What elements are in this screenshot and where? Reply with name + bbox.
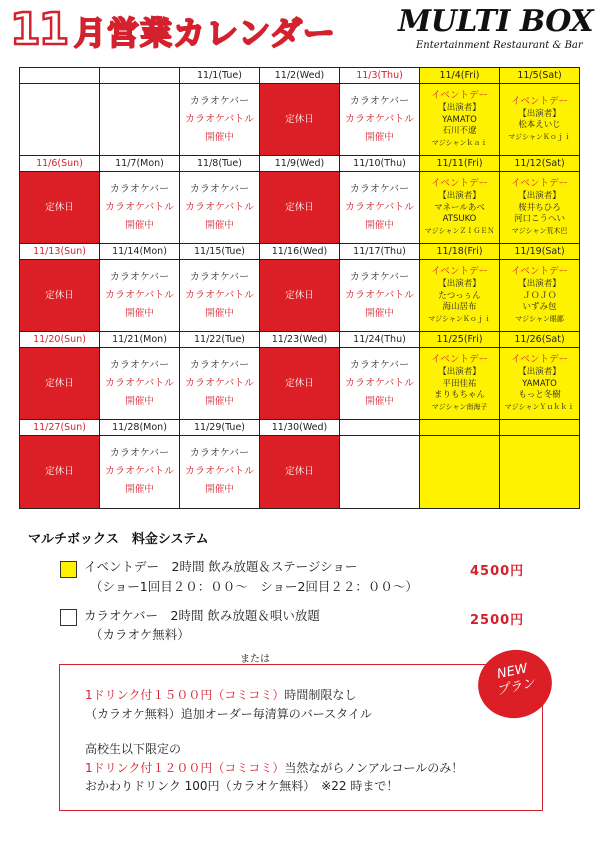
battle-label: カラオケバトル xyxy=(105,466,174,477)
karaoke-label: カラオケバー xyxy=(189,448,250,459)
date-cell xyxy=(420,420,500,436)
karaoke-day-cell xyxy=(100,260,180,332)
karaoke-day-cell xyxy=(180,436,260,509)
battle-label: カラオケバトル xyxy=(345,201,414,213)
performer-name: 桜井ちひろ xyxy=(518,202,561,213)
karaoke-label: カラオケバー xyxy=(109,448,170,459)
karaoke-day-cell xyxy=(340,348,420,420)
date-row xyxy=(20,68,580,84)
date-cell: 11/7(Mon) xyxy=(100,156,180,172)
date-cell: 11/13(Sun) xyxy=(20,244,100,260)
karaoke-day-cell xyxy=(340,84,420,156)
open-label: 開催中 xyxy=(205,131,234,143)
badge-plan-text: プラン xyxy=(495,676,537,699)
event-day-cell xyxy=(420,172,500,244)
karaoke-color-swatch xyxy=(60,609,77,626)
page-title: 月営業カレンダー xyxy=(74,14,336,52)
date-cell: 11/3(Thu) xyxy=(340,68,420,84)
date-cell: 11/19(Sat) xyxy=(500,244,580,260)
open-label: 開催中 xyxy=(205,395,234,407)
empty-event-cell xyxy=(500,436,580,509)
performer-name: マジシャン眼鄙 xyxy=(515,314,564,323)
closed-label: 定休日 xyxy=(45,201,74,213)
plan1-line1 xyxy=(85,687,356,703)
event-label: イベントデー xyxy=(430,266,488,277)
karaoke-day-cell xyxy=(100,172,180,244)
date-cell: 11/8(Tue) xyxy=(180,156,260,172)
closed-label: 定休日 xyxy=(285,289,314,301)
closed-day-cell xyxy=(20,436,100,509)
karaoke-day-cell xyxy=(100,436,180,509)
performer-name: マジシャン荒木巴 xyxy=(511,226,568,235)
closed-day-cell xyxy=(20,172,100,244)
plan2-rest: 当然ながらノンアルコールのみ！ xyxy=(284,761,464,775)
karaoke-label: カラオケバー xyxy=(109,183,170,195)
closed-label: 定休日 xyxy=(285,377,314,389)
open-label: 開催中 xyxy=(365,307,394,319)
closed-day-cell xyxy=(260,436,340,509)
content-row xyxy=(20,260,580,332)
performer-name: 石川不遼 xyxy=(442,126,477,136)
karaoke-day-cell xyxy=(100,348,180,420)
event-color-swatch xyxy=(60,561,77,578)
date-cell: 11/1(Tue) xyxy=(180,68,260,84)
empty-cell xyxy=(20,84,100,156)
open-label: 開催中 xyxy=(205,307,234,319)
date-row xyxy=(20,420,580,436)
date-cell: 11/22(Tue) xyxy=(180,332,260,348)
date-cell: 11/16(Wed) xyxy=(260,244,340,260)
content-row xyxy=(20,436,580,509)
event-label: イベントデー xyxy=(510,178,568,189)
open-label: 開催中 xyxy=(365,131,394,143)
closed-label: 定休日 xyxy=(45,466,74,477)
karaoke-label: カラオケバー xyxy=(189,183,250,195)
event-plan-line1: イベントデー 2時間 飲み放題＆ステージショー xyxy=(84,559,358,574)
performer-name: ATSUKO xyxy=(442,214,477,224)
date-cell: 11/30(Wed) xyxy=(260,420,340,436)
performer-name: まりもちゃん xyxy=(433,390,485,400)
date-cell: 11/21(Mon) xyxy=(100,332,180,348)
header xyxy=(0,0,596,66)
closed-label: 定休日 xyxy=(45,377,74,389)
battle-label: カラオケバトル xyxy=(105,201,174,213)
karaoke-day-cell xyxy=(340,260,420,332)
karaoke-day-cell xyxy=(340,172,420,244)
battle-label: カラオケバトル xyxy=(345,113,414,125)
karaoke-day-cell xyxy=(180,172,260,244)
karaoke-label: カラオケバー xyxy=(109,271,170,283)
event-day-cell xyxy=(500,348,580,420)
battle-label: カラオケバトル xyxy=(185,377,254,389)
closed-day-cell xyxy=(260,172,340,244)
closed-label: 定休日 xyxy=(285,201,314,213)
new-plan-box xyxy=(59,664,543,811)
event-day-cell xyxy=(420,260,500,332)
performer-label: 【出演者】 xyxy=(518,279,561,289)
battle-label: カラオケバトル xyxy=(185,201,254,213)
event-label: イベントデー xyxy=(430,178,488,189)
karaoke-day-cell xyxy=(180,348,260,420)
battle-label: カラオケバトル xyxy=(345,377,414,389)
event-day-cell xyxy=(500,172,580,244)
performer-name: マジシャンＫｏｊｉ xyxy=(428,314,491,323)
karaoke-label: カラオケバー xyxy=(109,359,170,371)
performer-label: 【出演者】 xyxy=(518,108,561,119)
badge-new-text: NEW xyxy=(495,661,530,683)
performer-name: たつっぅん xyxy=(438,290,481,301)
event-label: イベントデー xyxy=(510,95,568,107)
performer-name: 松本えいじ xyxy=(518,120,561,131)
month-number: 11 xyxy=(10,4,68,55)
event-label: イベントデー xyxy=(430,354,488,365)
date-cell: 11/11(Fri) xyxy=(420,156,500,172)
karaoke-label: カラオケバー xyxy=(189,95,250,107)
content-row xyxy=(20,348,580,420)
pricing-title: マルチボックス 料金システム xyxy=(28,532,209,547)
date-cell: 11/10(Thu) xyxy=(340,156,420,172)
plan1-rest: 時間制限なし xyxy=(284,688,357,702)
performer-label: 【出演者】 xyxy=(438,279,481,289)
open-label: 開催中 xyxy=(365,395,394,407)
empty-event-cell xyxy=(420,436,500,509)
date-cell: 11/23(Wed) xyxy=(260,332,340,348)
performer-name: 海山居布 xyxy=(442,302,477,312)
closed-day-cell xyxy=(260,348,340,420)
performer-name: 河口こうへい xyxy=(513,214,565,224)
date-cell: 11/17(Thu) xyxy=(340,244,420,260)
performer-name: マジシャンｋａｉ xyxy=(431,138,488,147)
date-row xyxy=(20,156,580,172)
performer-name: マネールあべ xyxy=(434,202,485,213)
closed-day-cell xyxy=(20,348,100,420)
event-day-cell xyxy=(420,348,500,420)
plan2-line2 xyxy=(85,760,463,776)
open-label: 開催中 xyxy=(125,484,154,495)
date-cell: 11/9(Wed) xyxy=(260,156,340,172)
empty-cell xyxy=(340,436,420,509)
date-cell: 11/15(Tue) xyxy=(180,244,260,260)
event-day-cell xyxy=(500,84,580,156)
date-cell: 11/25(Fri) xyxy=(420,332,500,348)
battle-label: カラオケバトル xyxy=(345,289,414,301)
event-plan-line2: （ショー1回目２０：００〜 ショー2回目２２：００〜） xyxy=(90,579,418,594)
performer-name: YAMATO xyxy=(442,114,477,125)
performer-label: 【出演者】 xyxy=(438,103,481,113)
performer-name: マジシャンＹｕｋｋｉ xyxy=(504,402,575,411)
plan2-line1: 高校生以下限定の xyxy=(85,742,182,756)
date-cell: 11/5(Sat) xyxy=(500,68,580,84)
event-label: イベントデー xyxy=(430,90,488,101)
date-cell: 11/14(Mon) xyxy=(100,244,180,260)
date-cell xyxy=(100,68,180,84)
closed-day-cell xyxy=(20,260,100,332)
karaoke-label: カラオケバー xyxy=(189,271,250,283)
karaoke-label: カラオケバー xyxy=(189,359,250,371)
performer-name: YAMATO xyxy=(522,378,557,389)
performer-name: いずみ包 xyxy=(522,302,557,312)
date-cell xyxy=(20,68,100,84)
closed-day-cell xyxy=(260,84,340,156)
karaoke-day-cell xyxy=(180,260,260,332)
date-cell: 11/18(Fri) xyxy=(420,244,500,260)
open-label: 開催中 xyxy=(205,484,234,495)
or-text: または xyxy=(240,654,270,665)
battle-label: カラオケバトル xyxy=(185,466,254,477)
karaoke-plan-line2: （カラオケ無料） xyxy=(90,627,190,642)
performer-label: 【出演者】 xyxy=(438,191,481,201)
performer-name: ＪＯＪＯ xyxy=(522,290,557,301)
battle-label: カラオケバトル xyxy=(105,289,174,301)
performer-label: 【出演者】 xyxy=(438,367,481,377)
karaoke-label: カラオケバー xyxy=(349,95,410,107)
battle-label: カラオケバトル xyxy=(185,289,254,301)
content-row xyxy=(20,84,580,156)
closed-label: 定休日 xyxy=(45,289,74,301)
date-row xyxy=(20,332,580,348)
performer-name: マジシャンＫｏｊｉ xyxy=(508,132,571,141)
date-cell xyxy=(340,420,420,436)
date-cell: 11/24(Thu) xyxy=(340,332,420,348)
logo xyxy=(398,4,594,52)
karaoke-day-cell xyxy=(180,84,260,156)
performer-name: マジシャン南海子 xyxy=(431,402,488,411)
date-cell xyxy=(500,420,580,436)
open-label: 開催中 xyxy=(365,219,394,231)
date-cell: 11/28(Mon) xyxy=(100,420,180,436)
karaoke-price: 2500円 xyxy=(470,613,525,628)
date-row xyxy=(20,244,580,260)
plan1-price: 1ドリンク付１５００円（コミコミ） xyxy=(85,688,285,702)
performer-name: マジシャンＺＩＧＥＮ xyxy=(424,226,495,235)
karaoke-plan-line1: カラオケバー 2時間 飲み放題＆唄い放題 xyxy=(84,608,320,623)
plan2-line3: おかわりドリンク 100円（カラオケ無料） ※22 時まで！ xyxy=(85,779,399,793)
open-label: 開催中 xyxy=(125,307,154,319)
event-price: 4500円 xyxy=(470,564,525,579)
plan1-line2: （カラオケ無料）追加オーダー毎清算のバースタイル xyxy=(85,707,372,721)
event-day-cell xyxy=(420,84,500,156)
performer-label: 【出演者】 xyxy=(518,367,561,377)
open-label: 開催中 xyxy=(125,395,154,407)
event-label: イベントデー xyxy=(510,266,568,277)
event-day-cell xyxy=(500,260,580,332)
event-label: イベントデー xyxy=(510,354,568,365)
closed-label: 定休日 xyxy=(285,113,314,125)
battle-label: カラオケバトル xyxy=(185,113,254,125)
open-label: 開催中 xyxy=(125,219,154,231)
performer-label: 【出演者】 xyxy=(518,191,561,201)
karaoke-label: カラオケバー xyxy=(349,183,410,195)
date-cell: 11/12(Sat) xyxy=(500,156,580,172)
performer-name: もっと冬樹 xyxy=(518,390,561,400)
battle-label: カラオケバトル xyxy=(105,377,174,389)
plan2-price: 1ドリンク付１２００円（コミコミ） xyxy=(85,761,285,775)
date-cell: 11/2(Wed) xyxy=(260,68,340,84)
date-cell: 11/29(Tue) xyxy=(180,420,260,436)
closed-label: 定休日 xyxy=(285,466,314,477)
date-cell: 11/20(Sun) xyxy=(20,332,100,348)
open-label: 開催中 xyxy=(205,219,234,231)
content-row xyxy=(20,172,580,244)
karaoke-label: カラオケバー xyxy=(349,359,410,371)
logo-subtitle: Entertainment Restaurant & Bar xyxy=(416,40,583,51)
date-cell: 11/26(Sat) xyxy=(500,332,580,348)
calendar-table xyxy=(19,67,580,509)
closed-day-cell xyxy=(260,260,340,332)
date-cell: 11/4(Fri) xyxy=(420,68,500,84)
date-cell: 11/6(Sun) xyxy=(20,156,100,172)
date-cell: 11/27(Sun) xyxy=(20,420,100,436)
karaoke-label: カラオケバー xyxy=(349,271,410,283)
empty-cell xyxy=(100,84,180,156)
performer-name: 平田佳祐 xyxy=(442,378,477,389)
logo-main-text: MULTI BOX xyxy=(398,4,594,39)
